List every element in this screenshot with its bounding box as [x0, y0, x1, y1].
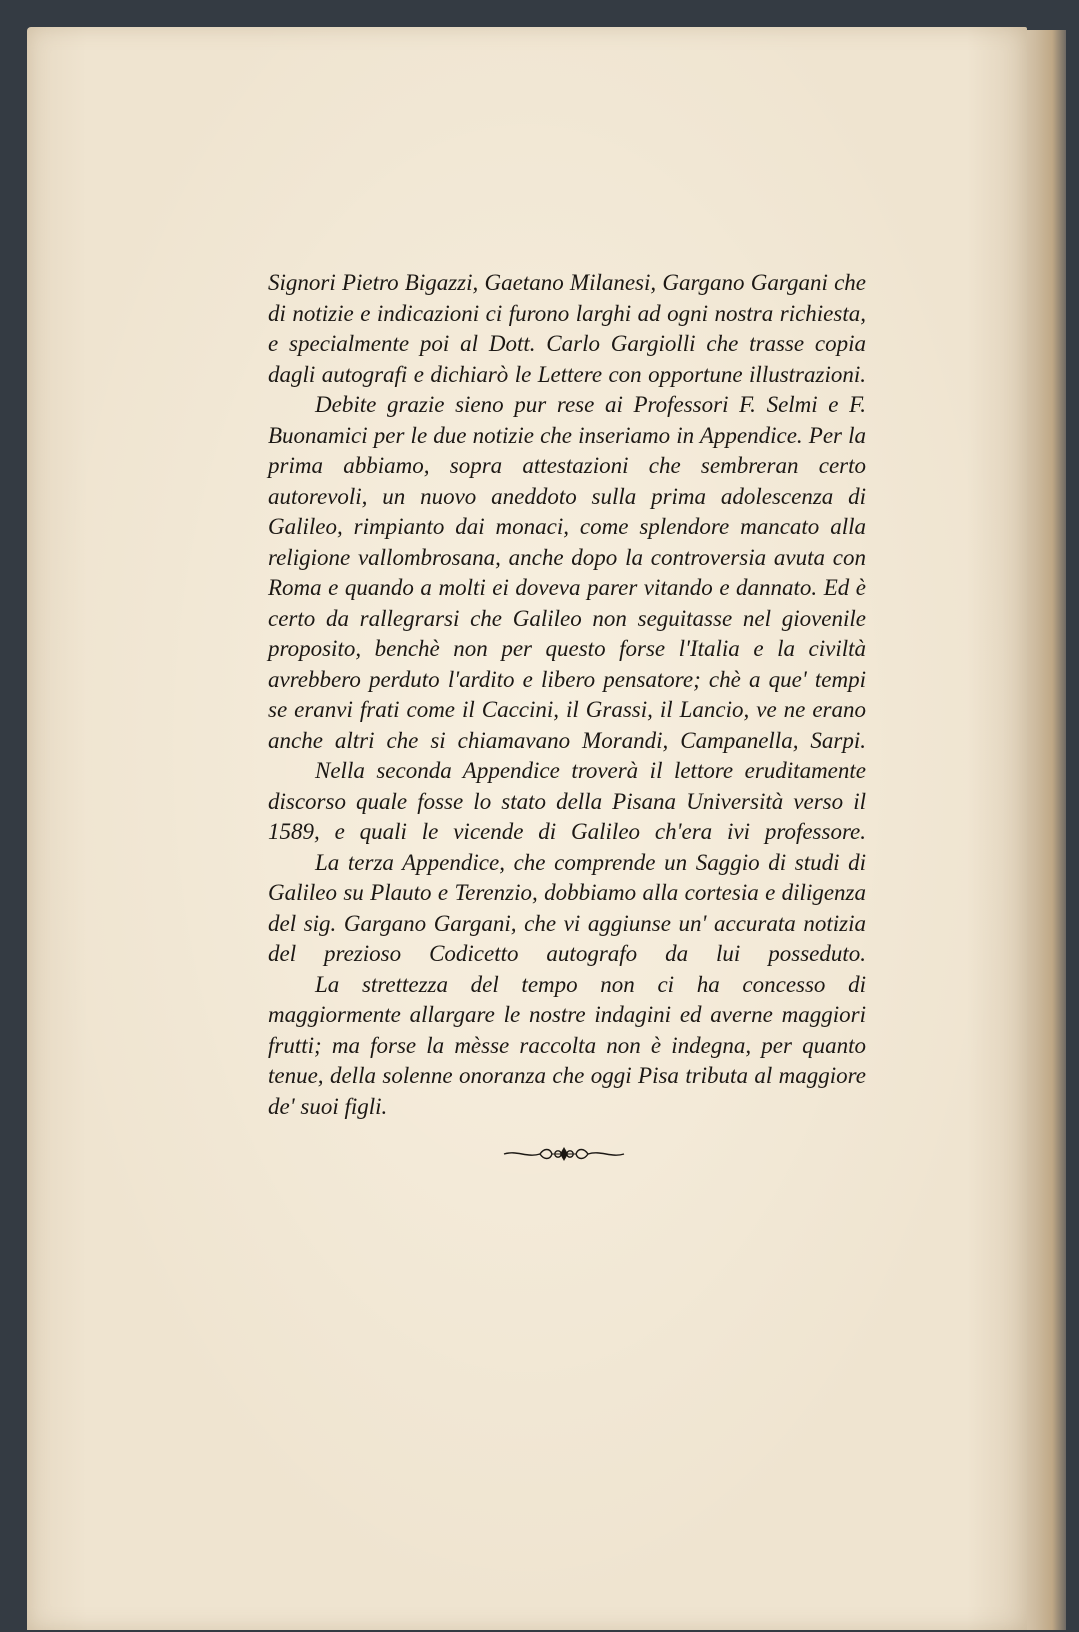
body-text: [268, 268, 866, 1122]
paragraph-appendix-first: Debite grazie sieno pur rese ai Professori F. Selmi e F. Buonamici per le due notizie che inseriamo in Appendice. Per la prima abbiamo, sopra attestazioni che sembreran certo autorevoli, un nuovo aneddoto sulla prima adolescenza di Galileo, rimpianto dai monaci, come splendore mancato alla religione vallombrosana, anche dopo la controversia avuta con Roma e quando a molti ei doveva parer vitando e dannato. Ed è certo da rallegrarsi che Galileo non seguitasse nel giovenile proposito, benchè non per questo forse l'Italia e la civiltà avrebbero perduto l'ardito e libero pensatore; chè a que' tempi se eranvi frati come il Caccini, il Grassi, il Lancio, ve ne erano anche altri che si chiamavano Morandi, Campanella, Sarpi.: [268, 392, 866, 753]
paragraph-appendix-third: La terza Appendice, che comprende un Saggio di studi di Galileo su Plauto e Terenzio, dobbiamo alla cortesia e diligenza del sig. Gargano Gargani, che vi aggiunse un' accurata notizia del prezioso Codicetto autografo da lui posseduto.: [268, 849, 866, 966]
paragraph-closing: La strettezza del tempo non ci ha concesso di maggiormente allargare le nostre indagini ed averne maggiori frutti; ma forse la mèsse raccolta non è indegna, per quanto tenue, della solenne onoranza che oggi Pisa tributa al maggiore de' suoi figli.: [268, 971, 866, 1119]
fleuron-ornament-icon: [502, 1145, 626, 1163]
paragraph-acknowledgements: Signori Pietro Bigazzi, Gaetano Milanesi, Gargano Gargani che di notizie e indicazioni ci furono larghi ad ogni nostra richiesta, e specialmente poi al Dott. Carlo Gargiolli che trasse copia dagli autografi e dichiarò le Lettere con opportune illustrazioni.: [268, 270, 866, 387]
paragraph-appendix-second: Nella seconda Appendice troverà il lettore eruditamente discorso quale fosse lo stato della Pisana Università verso il 1589, e quali le vicende di Galileo ch'era ivi professore.: [268, 758, 866, 844]
